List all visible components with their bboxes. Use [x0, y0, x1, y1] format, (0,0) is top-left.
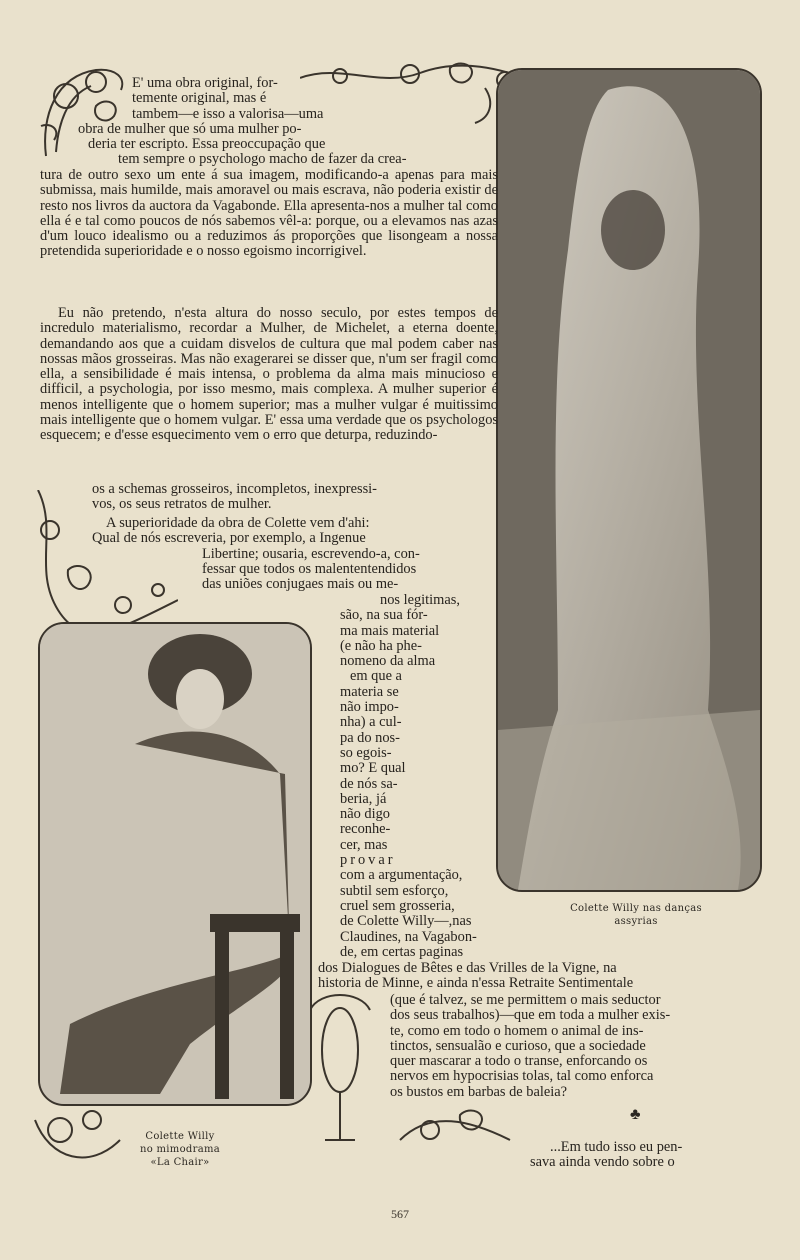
text-line: nha) a cul-: [340, 714, 402, 731]
text-line: das uniões conjugaes mais ou me-: [202, 576, 399, 593]
text-line: so egois-: [340, 744, 392, 761]
caption-right-photo: [536, 902, 736, 928]
article-block-5: [92, 482, 496, 513]
text-line: materia se: [340, 683, 399, 700]
text-line: ...Em tudo isso eu pen-: [550, 1139, 683, 1155]
text-line: Claudines, na Vagabon-: [340, 928, 477, 945]
text-line: pa do nos-: [340, 729, 400, 746]
article-block-6: [92, 516, 496, 592]
club-fleuron-icon: ♣: [630, 1106, 641, 1123]
text-line: com a argumentação,: [340, 867, 463, 884]
text-line: Qual de nós escreveria, por exemplo, a Ingenue: [92, 530, 366, 547]
text-line: deria ter escripto. Essa preoccupação que: [88, 136, 326, 153]
article-block-2: [118, 152, 498, 167]
text-line: os a schemas grosseiros, incompletos, inexpressi-: [92, 481, 377, 497]
caption-left-photo: [100, 1130, 260, 1169]
text-line: A superioridade da obra de Colette vem d'ahi:: [106, 515, 370, 531]
text-line: de, em certas paginas: [340, 943, 464, 960]
text-line: temente original, mas é: [132, 90, 267, 107]
text-line: ma mais material: [340, 622, 440, 639]
text-line: os bustos em barbas de baleia?: [390, 1083, 568, 1100]
veiled-dancer-figure-icon: [498, 70, 760, 890]
text-line: nos legitimas,: [380, 592, 460, 608]
text-line: tinctos, sensualão e curioso, que a sociedade: [390, 1037, 646, 1054]
text-line: dos Dialogues de Bêtes e das Vrilles de la Vigne, na: [318, 960, 617, 976]
text-line: beria, já: [340, 790, 387, 807]
text-line: nervos em hypocrisias tolas, tal como enforca: [390, 1068, 654, 1085]
text-line: cruel sem grosseria,: [340, 897, 455, 914]
text-line: vos, os seus retratos de mulher.: [92, 496, 272, 513]
text-line: reconhe-: [340, 821, 391, 838]
photo-colette-assyrian-dance: [496, 68, 762, 892]
text-line: mo? E qual: [340, 760, 406, 777]
article-paragraph-1: [40, 168, 498, 260]
caption-left-line2: no mimodrama: [139, 1144, 220, 1155]
text-line: fessar que todos os malententendidos: [202, 560, 417, 577]
article-block-8: [318, 961, 758, 992]
text-line: provar: [340, 852, 396, 869]
caption-right-line1: Colette Willy nas danças: [570, 903, 702, 914]
text-line: quer mascarar a todo o transe, enforcando os: [390, 1053, 648, 1070]
seated-woman-figure-icon: [40, 624, 310, 1104]
text-line: tambem—e isso a valorisa—uma: [132, 105, 324, 122]
text-line: (e não ha phe-: [340, 637, 422, 654]
text-line: historia de Minne, e ainda n'essa Retraite Sentimentale: [318, 975, 634, 992]
article-block-closing: [530, 1140, 760, 1171]
photo-colette-la-chair: [38, 622, 312, 1106]
text-line: não impo-: [340, 699, 399, 716]
article-block-opening: [78, 76, 388, 152]
text-line: tem sempre o psychologo macho de fazer da crea-: [118, 151, 407, 167]
paragraph-text: tura de outro sexo um ente á sua imagem, modificando-a apenas para mais submissa, mais humilde, mais amoravel ou mais escrava, não poderia existir de resto nos livros da auctora da Vagabonde. Ella apresenta-nos a mulher tal como ella é e tal como poucos de nós sabemos vêl-a: porque, ou a elevamos nas azas d'um louco idealismo ou a reduzimos ás proporções que lisongeam a nossa pretendida superioridade e o nosso egoismo incorrigivel.: [40, 167, 498, 260]
text-line: dos seus trabalhos)—que em toda a mulher exis-: [390, 1007, 671, 1024]
text-line: de Colette Willy—,nas: [340, 913, 472, 930]
text-line: obra de mulher que só uma mulher po-: [78, 120, 302, 137]
article-block-narrow: [340, 593, 500, 960]
text-line: subtil sem esforço,: [340, 882, 449, 899]
article-block-9: [390, 993, 760, 1100]
text-line: em que a: [350, 668, 402, 685]
text-line: cer, mas: [340, 836, 388, 853]
caption-right-line2: assyrias: [614, 916, 658, 927]
article-paragraph-2: [40, 306, 498, 444]
text-line: Libertine; ousaria, escrevendo-a, con-: [202, 545, 420, 562]
text-line: E' uma obra original, for-: [132, 75, 278, 91]
text-line: de nós sa-: [340, 775, 398, 792]
caption-left-line1: Colette Willy: [145, 1131, 215, 1142]
text-line: (que é talvez, se me permittem o mais seductor: [390, 992, 661, 1008]
text-line: nomeno da alma: [340, 653, 436, 670]
page-number: 567: [391, 1207, 409, 1221]
caption-left-line3: «La Chair»: [150, 1157, 210, 1168]
text-line: não digo: [340, 806, 390, 823]
text-line: são, na sua fór-: [340, 607, 428, 624]
text-line: te, como em todo o homem o animal de ins-: [390, 1022, 644, 1039]
paragraph-text: Eu não pretendo, n'esta altura do nosso seculo, por estes tempos de incredulo materialismo, recordar a Mulher, de Michelet, a eterna doente, demandando aos que a cuidam disvelos de cultura que mal podem caber nas nossas mãos grosseiras. Mas não exagerarei se disser que, n'um ser fragil como ella, a sensibilidade é mais intensa, o problema da alma mais minucioso e difficil, a psychologia, por isso mesmo, mais complexa. A mulher superior é menos intelligente que o homem superior; mas a mulher vulgar é muitissimo mais intelligente que o homem vulgar. E' essa uma verdade que os psychologos esquecem; e d'esse esquecimento vem o erro que deturpa, reduzindo-: [40, 305, 498, 444]
text-line: sava ainda vendo sobre o: [530, 1154, 675, 1171]
